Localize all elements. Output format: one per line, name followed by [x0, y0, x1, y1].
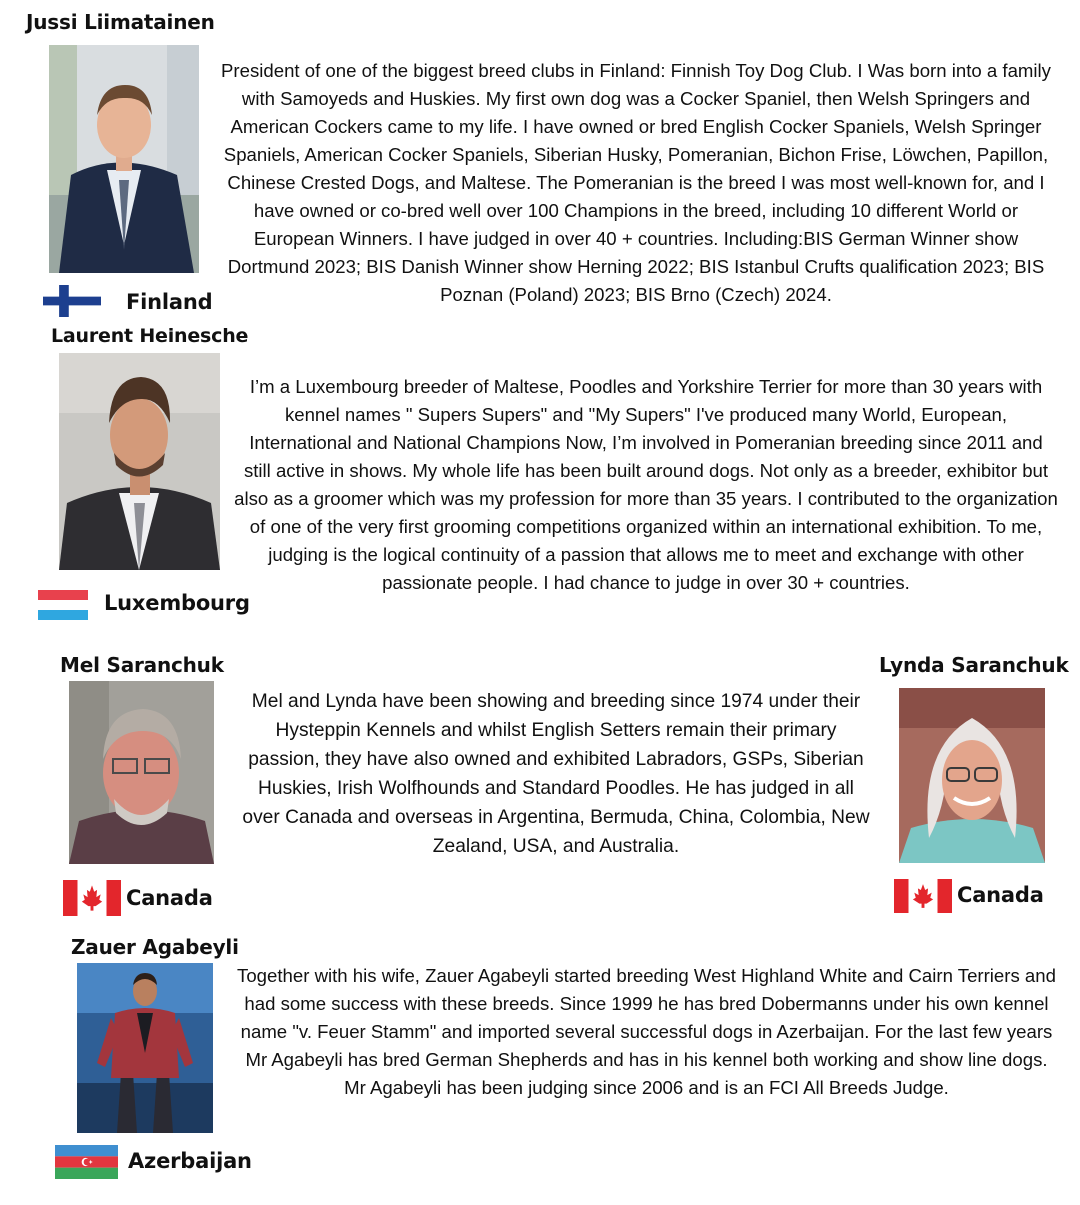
country-label-luxembourg: Luxembourg: [104, 591, 250, 615]
flag-luxembourg: [38, 590, 88, 620]
portrait-laurent: [59, 353, 220, 570]
flag-azerbaijan: [55, 1145, 118, 1179]
portrait-jussi: [49, 45, 199, 273]
portrait-zauer: [77, 963, 213, 1133]
flag-canada-mel: [63, 880, 121, 916]
judge-name-lynda: Lynda Saranchuk: [879, 653, 1069, 677]
flag-canada-lynda: [894, 879, 952, 913]
bio-laurent: I’m a Luxembourg breeder of Maltese, Poodles and Yorkshire Terrier for more than 30 years with kennel names " Supers Supers" and "My Supers" I've produced many World, European, International and National Champions Now, I’m involved in Pomeranian breeding since 2011 and still active in shows. My whole life has been built around dogs. Not only as a breeder, exhibitor but also as a groomer which was my profession for more than 35 years. I contributed to the organization of one of the very first grooming competitions organized within an international exhibition. To me, judging is the logical continuity of a passion that allows me to meet and exchange with other passionate people. I had chance to judge in over 30 + countries.: [234, 376, 1058, 593]
flag-finland: [43, 285, 101, 317]
portrait-mel: [69, 681, 214, 864]
country-label-finland: Finland: [126, 290, 213, 314]
judge-name-mel: Mel Saranchuk: [60, 653, 224, 677]
judge-name-jussi: Jussi Liimatainen: [26, 10, 215, 34]
bio-jussi: President of one of the biggest breed clubs in Finland: Finnish Toy Dog Club. I Was born into a family with Samoyeds and Huskies. My first own dog was a Cocker Spaniel, then Welsh Springers and American Cockers came to my life. I have owned or bred English Cocker Spaniels, Welsh Springer Spaniels, American Cocker Spaniels, Siberian Husky, Pomeranian, Bichon Frise, Löwchen, Papillon, Chinese Crested Dogs, and Maltese. The Pomeranian is the breed I was most well-known for, and I have owned or co-bred well over 100 Champions in the breed, including 10 different World or European Winners. I have judged in over 40 + countries. Including:BIS German Winner show Dortmund 2023; BIS Danish Winner show Herning 2022; BIS Istanbul Crufts qualification 2023; BIS Poznan (Poland) 2023; BIS Brno (Czech) 2024.: [221, 60, 1051, 305]
country-label-azerbaijan: Azerbaijan: [128, 1149, 252, 1173]
bio-mel-lynda: Mel and Lynda have been showing and breeding since 1974 under their Hysteppin Kennels and whilst English Setters remain their primary passion, they have also owned and exhibited Labradors, GSPs, Siberian Huskies, Irish Wolfhounds and Standard Poodles. He has judged in all over Canada and overseas in Argentina, Bermuda, China, Colombia, New Zealand, USA, and Australia.: [242, 691, 870, 857]
country-label-canada-lynda: Canada: [957, 883, 1044, 907]
portrait-lynda: [899, 688, 1045, 863]
judge-name-zauer: Zauer Agabeyli: [71, 935, 239, 959]
bio-zauer: Together with his wife, Zauer Agabeyli started breeding West Highland White and Cairn Terriers and had some success with these breeds. Since 1999 he has bred Dobermanns under his own kennel name "v. Feuer Stamm" and imported several successful dogs in Azerbaijan. For the last few years Mr Agabeyli has bred German Shepherds and has in his kennel both working and show line dogs. Mr Agabeyli has been judging since 2006 and is an FCI All Breeds Judge.: [237, 965, 1056, 1098]
country-label-canada-mel: Canada: [126, 886, 213, 910]
judge-name-laurent: Laurent Heinesche: [51, 325, 249, 347]
